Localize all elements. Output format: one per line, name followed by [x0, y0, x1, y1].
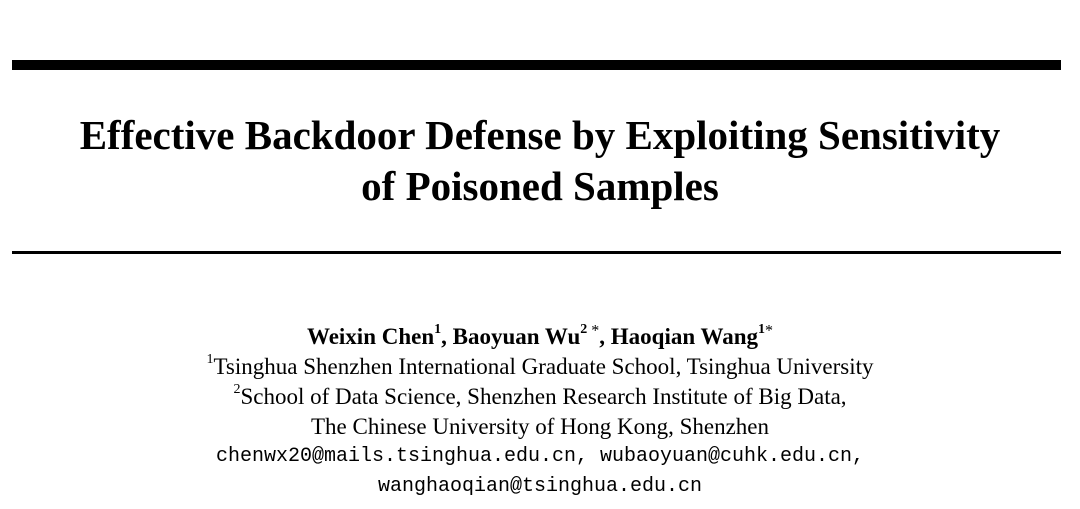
- author-list: [0, 322, 1080, 352]
- affiliation-text: School of Data Science, Shenzhen Research Institute of Big Data,: [240, 384, 847, 409]
- author-affiliation-mark: 1: [758, 322, 766, 338]
- affiliation-text: The Chinese University of Hong Kong, Shenzhen: [310, 414, 769, 439]
- affiliation-mark: 2: [233, 382, 241, 398]
- affiliation-mark: 1: [206, 352, 214, 368]
- bottom-rule: [12, 251, 1061, 254]
- email-line-1[interactable]: chenwx20@mails.tsinghua.edu.cn, wubaoyuan@cuhk.edu.cn,: [215, 445, 865, 468]
- paper-title: [0, 110, 1080, 212]
- affiliation-line: [0, 352, 1080, 382]
- author-block: [0, 322, 1080, 502]
- author-affiliation-mark: 2: [580, 322, 588, 338]
- author-affiliation-mark: 1: [434, 322, 442, 338]
- email-line-2[interactable]: wanghaoqian@tsinghua.edu.cn: [377, 475, 703, 498]
- author-name: Baoyuan Wu: [452, 324, 581, 349]
- affiliation-line: [0, 412, 1080, 442]
- corresponding-author-mark: *: [765, 322, 774, 340]
- author-separator: ,: [599, 324, 611, 349]
- author-separator: ,: [441, 324, 453, 349]
- author-name: Haoqian Wang: [610, 324, 759, 349]
- title-line-1: Effective Backdoor Defense by Exploiting Sensitivity: [79, 112, 1001, 158]
- affiliation-text: Tsinghua Shenzhen International Graduate School, Tsinghua University: [213, 354, 874, 379]
- title-line-2: of Poisoned Samples: [361, 163, 719, 209]
- affiliation-line: [0, 382, 1080, 412]
- author-name: Weixin Chen: [306, 324, 435, 349]
- corresponding-author-mark: *: [587, 322, 600, 340]
- top-rule: [12, 60, 1061, 70]
